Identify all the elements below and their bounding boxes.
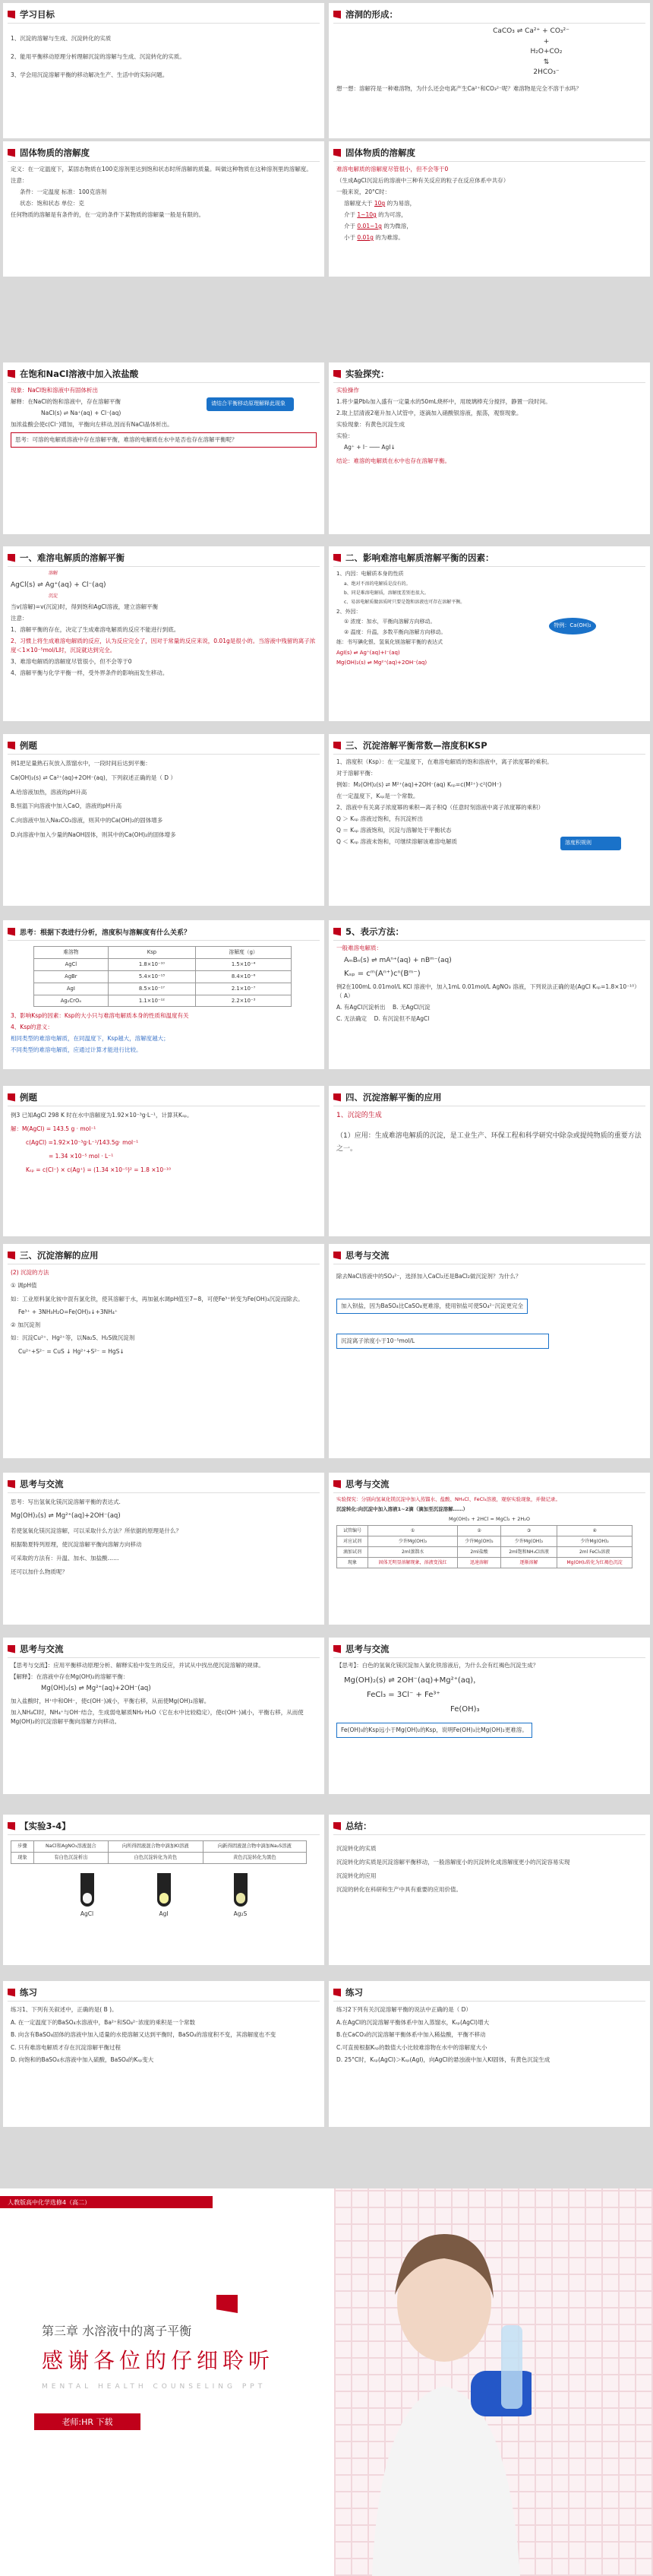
note-label: 注意：	[11, 614, 28, 622]
slide-title: 思考与交流	[345, 1644, 390, 1654]
slide-title: 实验探究：	[345, 369, 390, 379]
flag-icon	[333, 1822, 341, 1831]
slide-title: 练习	[345, 1987, 363, 1998]
slide-title: 学习目标	[20, 9, 55, 20]
solution-line: c(AgCl) =1.92×10⁻³g·L⁻¹/143.5g· mol⁻¹	[26, 1139, 139, 1146]
equation: CaCO₃ ⇌ Ca²⁺ + CO₃²⁻	[493, 27, 569, 35]
experiment-label: 实验：	[336, 432, 354, 439]
option: C. 只有难溶电解质才存在沉淀溶解平衡过程	[11, 2043, 121, 2051]
factor-sub: ① 浓度：加水，平衡向溶解方向移动。	[344, 619, 436, 625]
note-item: 1、溶解平衡的存在，决定了生成难溶电解质的反应不能进行到底。	[11, 625, 180, 633]
solubility-row: 介于 0.01~1g 的为微溶，	[344, 223, 412, 229]
note-text: （生成AgCl沉淀后的溶液中三种有关反应的粒子在反应体系中共存）	[336, 177, 509, 184]
application-text: （1）应用：生成难溶电解质的沉淀，是工业生产、环保工程和科学研究中除杂或提纯物质的重要方法之一。	[336, 1132, 642, 1154]
flag-icon	[333, 1989, 341, 1997]
slide-title: 思考与交流	[20, 1479, 64, 1489]
explain-text: 加入NH₄Cl时，NH₄⁺与OH⁻结合，生成弱电解质NH₃·H₂O（它在水中比较稳定），使c(OH⁻)减小，平衡右移，从而使Mg(OH)₂的沉淀溶解平衡向溶解方向移动。	[11, 1708, 304, 1725]
note-item: 2、习惯上将生成难溶电解质的反应，认为反应完全了，因对于常量的反应来说，0.01g是很小的。当溶液中残留的离子浓度＜1×10⁻⁵mol/L时，沉淀就达到完全。	[11, 637, 316, 653]
equation: Fe³⁺ + 3NH₃H₂O=Fe(OH)₃↓+3NH₄⁺	[18, 1308, 118, 1315]
flag-icon	[8, 1480, 15, 1489]
slide-title: 例题	[20, 1092, 37, 1103]
step-text: 1.将少量PbI₂加入盛有一定量水的50mL烧杯中，用玻璃棒充分搅拌，静置一段时间。	[336, 398, 551, 405]
rule-row: Q ＝ Kₛₚ 溶液饱和，沉淀与溶解处于平衡状态	[336, 827, 452, 834]
flag-icon	[8, 554, 15, 562]
slide-think-3	[329, 1473, 650, 1625]
slide-example-3	[3, 1086, 324, 1236]
slide-example-1	[3, 734, 324, 906]
rule-row: Q ＜ Kₛₚ 溶液未饱和，可继续溶解该难溶电解质	[336, 838, 457, 845]
note-item: 3、难溶电解质的溶解度尽管很小，但不会等于0	[11, 657, 132, 665]
slide-exercise-2	[329, 1981, 650, 2127]
slide-title: 思考与交流	[20, 1644, 64, 1654]
slide-title: 二、影响难溶电解质溶解平衡的因素：	[345, 552, 494, 563]
equation: FeCl₃ = 3Cl⁻ + Fe³⁺	[367, 1691, 440, 1699]
slide-title: 思考与交流	[345, 1250, 390, 1261]
flag-icon	[8, 370, 15, 378]
test-tube-ag2s: Ag₂S	[234, 1873, 248, 1921]
equation: Mg(OH)₂(s) ⇌ Mg²⁺(aq)+2OH⁻(aq)	[336, 660, 427, 666]
option: D. 向饱和的BaSO₄水溶液中加入硫酸，BaSO₄的Kₛₚ变大	[11, 2056, 154, 2063]
text-line: 相同类型的难溶电解质，在同温度下，Ksp越大，溶解度越大；	[11, 1035, 169, 1043]
callout: 请结合平衡移动原理解释此现象	[207, 397, 294, 411]
teacher-label: 老师:HR 下载	[34, 2413, 140, 2430]
equation: 2HCO₃⁻	[533, 68, 560, 76]
equation: Kₛₚ = cᵐ(Aⁿ⁺)cⁿ(Bᵐ⁻)	[344, 970, 421, 979]
equation: +	[543, 37, 550, 46]
exercise-text: 练：书写碘化银、氢氧化镁溶解平衡的表达式	[336, 639, 443, 645]
slide-title: 固体物质的溶解度	[345, 147, 415, 158]
question-text: 还可以加什么物质呢？	[11, 1568, 68, 1575]
text-line: 不同类型的难溶电解质，应通过计算才能进行比较。	[11, 1046, 142, 1054]
definition-text: 1、溶度积（Ksp）：在一定温度下，在难溶电解质的饱和溶液中，离子浓度幂的乘积。	[336, 758, 553, 765]
summary-item: 沉淀转化的实质是沉淀溶解平衡移动，一般溶解度小的沉淀转化成溶解度更小的沉淀容易实现	[336, 1859, 570, 1866]
slide-application	[329, 1086, 650, 1236]
solubility-row: 介于 1~10g 的为可溶，	[344, 211, 407, 218]
equation: AgCl(s) ⇌ Ag⁺(aq) + Cl⁻(aq)	[11, 581, 106, 589]
equation: Cu²⁺+S²⁻ = CuS ↓ Hg²⁺+S²⁻ = HgS↓	[18, 1347, 125, 1355]
answer-box: 沉淀离子浓度小于10⁻⁵mol/L	[336, 1334, 549, 1349]
option: D.向溶液中加入少量的NaOH固体，则其中的Ca(OH)₂的固体增多	[11, 831, 176, 838]
slide-karst-cave	[329, 3, 650, 138]
definition-text: 定义：在一定温度下，某固态物质在100克溶剂里达到饱和状态时所溶解的质量。叫做这种物质在这种溶剂里的溶解度。	[11, 166, 312, 172]
slide-title: 三、沉淀溶解的应用	[20, 1250, 99, 1261]
question-text: 思考：写出氢氧化镁沉淀溶解平衡的表达式.	[11, 1498, 121, 1505]
flag-icon	[8, 11, 15, 19]
flag-icon	[8, 1822, 15, 1831]
slide-nacl-experiment	[3, 362, 324, 534]
phenomenon-text: 实验现象：有黄色沉淀生成	[336, 421, 405, 428]
experiment-table: 试管编号 ① ② ③ ④ 对应试剂 少许Mg(OH)₂ 少许Mg(OH)₂ 少许Mg(OH)₂ 少许Mg(OH)₂ 滴加试剂 2ml蒸馏水 2ml盐酸 2ml饱和NH₄Cl溶液 2ml FeCl₃溶液 现象 固体无明显溶解现象，溶液变浅红 迅速溶解 逐渐溶解 Mg(OH)₂转化为红褐色沉淀	[336, 1525, 632, 1568]
slide-title: 在饱和NaCl溶液中加入浓盐酸	[20, 369, 139, 379]
answer-text: 根据勒夏特列原理，使沉淀溶解平衡向溶解方向移动	[11, 1541, 142, 1548]
callout: 特例：Ca(OH)₂	[549, 618, 596, 635]
intro-text: 一般来说，20°C时：	[336, 188, 391, 195]
option: C.向溶液中加入Na₂CO₃溶液，则其中的Ca(OH)₂的固体增多	[11, 817, 163, 824]
equation: Fe(OH)₃	[450, 1705, 480, 1714]
slide-title: 四、沉淀溶解平衡的应用	[345, 1092, 442, 1103]
solution-line: Kₛₚ = c(Cl⁻) × c(Ag⁺) = (1.34 ×10⁻⁵)² = 1.8 ×10⁻¹⁰	[26, 1166, 172, 1173]
question-equation: Ca(OH)₂(s) ⇌ Ca²⁺(aq)+2OH⁻(aq)，下列叙述正确的是（ D ）	[11, 774, 176, 781]
slide-title: 练习	[20, 1987, 37, 1998]
question-box: 思考：可溶的电解质溶液中存在溶解平衡，难溶的电解质在水中是否也存在溶解平衡呢？	[11, 432, 317, 448]
text-line: 沉淀转化:向沉淀中加入溶液1~2滴（滴加至沉淀溶解……）	[336, 1505, 468, 1512]
step-text: 2.取上层清液2毫升加入试管中，逐滴加入硝酸银溶液，振荡，观察现象。	[336, 410, 522, 416]
phenomenon-text: 现象：NaCl饱和溶液中有固体析出	[11, 387, 99, 394]
question-text: 练习2下列有关沉淀溶解平衡的说法中正确的是（ D）	[336, 2006, 472, 2013]
slide-title: 5、表示方法：	[345, 926, 405, 937]
note-item: 4、溶解平衡与化学平衡一样，受外界条件的影响而发生移动。	[11, 669, 169, 676]
question-text: 【思考】：白色的氢氧化镁沉淀加入氯化铁溶液后，为什么会有红褐色沉淀生成？	[336, 1662, 539, 1669]
explain-text: 【解释】：在溶液中存在Mg(OH)₂的溶解平衡：	[11, 1673, 129, 1680]
highlight-text: 难溶电解质的溶解度尽管很小，但不会等于0	[336, 166, 449, 172]
equation: NaCl(s) ⇌ Na⁺(aq) + Cl⁻(aq)	[41, 410, 121, 416]
slide-ksp	[329, 734, 650, 906]
test-tube-agi: AgI	[157, 1873, 171, 1921]
slide-factors	[329, 546, 650, 721]
note-label: 注意：	[11, 177, 28, 184]
equation: Mg(OH)₂(s) ⇌ Mg²⁺(aq)+2OH⁻(aq)	[41, 1685, 151, 1692]
explain-text: 加浓盐酸会使c(Cl⁻)增加，平衡向左移动,因而有NaCl晶体析出。	[11, 421, 173, 428]
section-label: 实验操作	[336, 387, 359, 394]
equation: AgI(s) ⇌ Ag⁺(aq)+I⁻(aq)	[336, 649, 400, 656]
slide-think-2	[3, 1473, 324, 1625]
solution-line: 解：M(AgCl) = 143.5 g · mol⁻¹	[11, 1125, 96, 1132]
goal-item: 1、沉淀的溶解与生成、沉淀转化的实质	[11, 35, 112, 42]
flag-icon	[8, 1093, 15, 1102]
goal-item: 2、能用平衡移动原理分析理解沉淀的溶解与生成、沉淀转化的实质。	[11, 53, 185, 60]
text-line: 4、Ksp的意义：	[11, 1024, 53, 1031]
experiment-table: 步骤 NaCl和AgNO₃溶液混合 向所得固液混合物中滴加KI溶液 向新得固液混合物中滴加Na₂S溶液 现象 有白色沉淀析出 白色沉淀转化为黄色 黄色沉淀转化为黑色	[11, 1840, 307, 1864]
summary-item: 沉淀的转化在科研和生产中具有重要的应用价值。	[336, 1886, 462, 1893]
answer-box: 加入钡盐，因为BaSO₄比CaSO₄更难溶，使用钡盐可使SO₄²⁻沉淀更完全	[336, 1299, 528, 1314]
option: B. 向含有BaSO₄固体的溶液中加入适量的水使溶解又达到平衡时，BaSO₄的溶度积不变，其溶解度也不变	[11, 2031, 276, 2038]
equation: ⇅	[543, 58, 550, 66]
question-text: 【思考与交流】：应用平衡移动原理分析、解释实验中发生的反应，并试从中找出使沉淀溶解的规律。	[11, 1662, 264, 1669]
section-label: 1、沉淀的生成	[336, 1112, 382, 1119]
slide-learning-goals	[3, 3, 324, 138]
explain-text: 解释：在NaCl的饱和溶液中，存在溶解平衡	[11, 398, 121, 405]
slide-thanks	[0, 2188, 653, 2576]
slide-precipitation-methods	[3, 1244, 324, 1458]
test-tube-agcl: AgCl	[80, 1873, 94, 1921]
option: A.给溶液加热，溶液的pH升高	[11, 788, 87, 796]
option: B.在CaCO₃的沉淀溶解平衡体系中加入稀盐酸，平衡不移动	[336, 2031, 486, 2038]
equation: Mg(OH)₂(s) ⇌ Mg²⁺(aq)+2OH⁻(aq)	[11, 1512, 121, 1520]
slide-solubility-1	[3, 141, 324, 277]
slide-experiment-3-4	[3, 1815, 324, 1965]
thanks-title: 感谢各位的仔细聆听	[42, 2348, 275, 2373]
flag-icon	[333, 928, 341, 936]
equilibrium-text: 当v(溶解)=v(沉淀)时，得到饱和AgCl溶液，建立溶解平衡	[11, 603, 159, 610]
summary-item: 沉淀转化的实质	[336, 1845, 377, 1852]
chapter-title: 第三章 水溶液中的离子平衡	[42, 2324, 192, 2338]
text-line: 实验探究：分别向氢氧化镁沉淀中加入蒸馏水、盐酸、NH₄Cl、FeCl₃溶液，观察实验现象，并做记录。	[336, 1496, 561, 1502]
question-text: 除去NaCl溶液中的SO₄²⁻，选择加入CaCl₂还是BaCl₂做沉淀剂？为什么？	[336, 1273, 522, 1280]
flag-icon	[333, 370, 341, 378]
slide-title: 【实验3-4】	[20, 1821, 71, 1831]
arrow-label: 沉淀	[49, 593, 58, 599]
text-line: 对于溶解平衡：	[336, 770, 377, 777]
factor-sub: b、同是难溶电解质，溶解度差别也很大。	[344, 590, 429, 596]
flag-icon	[8, 149, 15, 157]
equation: Mg(OH)₂(s) ⇌ 2OH⁻(aq)+Mg²⁺(aq)，	[344, 1676, 481, 1685]
slide-expression	[329, 920, 650, 1069]
flag-icon	[333, 149, 341, 157]
slide-dissolution-equilibrium	[3, 546, 324, 721]
slide-title: 三、沉淀溶解平衡常数—溶度积KSP	[345, 740, 487, 751]
flag-icon	[216, 2295, 238, 2313]
text-line: 一般难溶电解质：	[336, 945, 382, 951]
text-line: 在一定温度下，Kₛₚ是一个常数。	[336, 793, 419, 799]
flag-icon	[333, 1480, 341, 1489]
flag-icon	[8, 1645, 15, 1654]
method-title: ② 加沉淀剂	[11, 1321, 41, 1328]
flag-icon	[8, 928, 15, 936]
slide-experiment-explore	[329, 362, 650, 534]
solution-line: = 1.34 ×10⁻⁵ mol · L⁻¹	[49, 1153, 114, 1160]
question-text: 练习1、下列有关叙述中，正确的是( B )。	[11, 2006, 118, 2013]
question-text: 若使氢氧化镁沉淀溶解，可以采取什么方法？所依据的原理是什么？	[11, 1527, 181, 1534]
tip-text: 任何物质的溶解是有条件的，在一定的条件下某物质的溶解量一般是有限的。	[11, 211, 204, 218]
flag-icon	[333, 1093, 341, 1102]
factor-text: 2、外因：	[336, 608, 361, 615]
method-text: 如：沉淀Cu²⁺、Hg²⁺等，以Na₂S、H₂S做沉淀剂	[11, 1334, 135, 1342]
slide-title: 例题	[20, 740, 37, 751]
option: A. 在一定温度下的BaSO₄水溶液中，Ba²⁺和SO₄²⁻浓度的乘积是一个常数	[11, 2018, 196, 2026]
slide-title: 溶洞的形成：	[345, 9, 398, 20]
callout: 溶度积规则	[560, 837, 621, 850]
equation: Mg(OH)₂ + 2HCl = MgCl₂ + 2H₂O	[449, 1515, 530, 1522]
answer-box: Fe(OH)₃的Ksp远小于Mg(OH)₂的Ksp，说明Fe(OH)₃比Mg(OH)₂更难溶。	[336, 1723, 532, 1738]
equation: H₂O+CO₂	[530, 48, 563, 55]
slide-ksp-table	[3, 920, 324, 1069]
option-row: A. 有AgCl沉淀析出 B. 无AgCl沉淀	[336, 1004, 431, 1011]
solubility-row: 小于 0.01g 的为难溶。	[344, 234, 404, 241]
subtitle-en: MENTAL HEALTH COUNSELING PPT	[42, 2383, 267, 2391]
slide-think-1	[329, 1244, 650, 1458]
condition-text: 条件：一定温度 标准：100克溶剂	[20, 188, 107, 195]
flag-icon	[333, 11, 341, 19]
flag-icon	[8, 1989, 15, 1997]
equation: AₘBₙ(s) ⇌ mAⁿ⁺(aq) + nBᵐ⁻(aq)	[344, 957, 452, 964]
option: C.可直接根据Kₛₚ的数值大小比较难溶物在水中的溶解度大小	[336, 2043, 487, 2051]
question-text: 例3 已知AgCl 298 K 时在水中溶解度为1.92×10⁻³g·L⁻¹，计算其Kₛₚ。	[11, 1112, 193, 1119]
flag-icon	[333, 1645, 341, 1654]
factor-sub: a、绝对不溶的电解质是没有的。	[344, 581, 411, 587]
flag-icon	[333, 554, 341, 562]
option: B.恒温下向溶液中加入CaO，溶液的pH升高	[11, 802, 122, 810]
slide-exercise-1	[3, 1981, 324, 2127]
option: A.在AgCl的沉淀溶解平衡体系中加入蒸馏水，Kₛₚ(AgCl)增大	[336, 2018, 490, 2026]
text-line: 3、影响Ksp的因素：Ksp的大小只与难溶电解质本身的性质和温度有关	[11, 1012, 189, 1020]
section-label: (2) 沉淀的方法	[11, 1269, 49, 1276]
slide-solubility-2	[329, 141, 650, 277]
text-line: 2、溶液中有关离子浓度幂的乘积—离子积Q（任意时刻溶液中离子浓度幂的乘积）	[336, 804, 544, 811]
slide-think-4	[3, 1638, 324, 1794]
flag-icon	[333, 1252, 341, 1260]
method-text: 如：工业原料氯化铵中混有氯化铁，使其溶解于水，再加氨水调pH值至7~8，可使Fe³⁺转变为Fe(OH)₃沉淀而除去。	[11, 1295, 304, 1302]
summary-item: 沉淀转化的应用	[336, 1872, 377, 1879]
slide-summary	[329, 1815, 650, 1965]
answer-text: 可采取的方法有：升温、加水、加盐酸……	[11, 1555, 119, 1562]
rule-row: Q ＞ Kₛₚ 溶液过饱和，有沉淀析出	[336, 815, 423, 822]
equation: Ag⁺ + I⁻ ─── AgI↓	[344, 444, 396, 451]
equation: 例如：M₂(OH)₂(s) ⇌ M²⁺(aq)+2OH⁻(aq) Kₛₚ=c(M²⁺)·c²(OH⁻)	[336, 781, 502, 788]
question-text: 例1把足量熟石灰放入蒸馏水中，一段时间后达到平衡：	[11, 760, 151, 767]
question-text: 例2在100mL 0.01mol/L KCl 溶液中，加入1mL 0.01mol/L AgNO₃ 溶液，下列说法正确的是(AgCl Kₛₚ=1.8×10⁻¹⁰）（ A）	[336, 983, 640, 1000]
course-bar: 人教版高中化学选修4（高二）	[0, 2196, 213, 2208]
solubility-row: 溶解度大于 10g 的为易溶，	[344, 200, 416, 207]
option-row: C. 无法确定 D. 有沉淀但不是AgCl	[336, 1015, 430, 1023]
condition-text: 状态：饱和状态 单位：克	[20, 200, 84, 207]
slide-title: 思考与交流	[345, 1479, 390, 1489]
goal-item: 3、学会用沉淀溶解平衡的移动解决生产、生活中的实际问题。	[11, 71, 169, 78]
explain-text: 加入盐酸时，H⁺中和OH⁻，使c(OH⁻)减小，平衡右移，从而使Mg(OH)₂溶解。	[11, 1697, 210, 1704]
factor-sub: ② 温度：升温，多数平衡向溶解方向移动。	[344, 628, 446, 635]
question-text: 想一想：溶解符是一种难溶物，为什么还会电离产生Ca²⁺和CO₃²⁻呢？难溶物是完全不溶于水吗？	[336, 84, 582, 92]
flag-icon	[8, 1252, 15, 1260]
method-title: ① 调pH值	[11, 1282, 37, 1290]
scientist-illustration	[357, 2211, 532, 2576]
slide-title: 一、难溶电解质的溶解平衡	[20, 552, 125, 563]
slide-title: 总结：	[345, 1821, 372, 1831]
arrow-label: 溶解	[49, 571, 58, 576]
factor-sub: c、易溶电解质做溶质时只要是饱和溶液也可存在溶解平衡。	[344, 599, 465, 605]
slide-title: 思考：根据下表进行分析，溶度积与溶解度有什么关系？	[20, 929, 191, 937]
ksp-table: 难溶物 Ksp 溶解度（g） AgCl 1.8×10⁻¹⁰ 1.5×10⁻⁴ AgBr 5.4×10⁻¹³ 8.4×10⁻⁶ AgI 8.5×10⁻¹⁷ 2.1×10⁻⁷ Ag₂CrO₄ 1.1×10⁻¹² 2.2×10⁻³	[33, 946, 292, 1007]
option: D. 25°C时，Kₛₚ(AgCl)＞Kₛₚ(AgI)，向AgCl的悬浊液中加入KI固体，有黄色沉淀生成	[336, 2056, 550, 2063]
flag-icon	[333, 742, 341, 750]
factor-text: 1、内因：电解质本身的性质	[336, 571, 404, 577]
slide-think-5	[329, 1638, 650, 1794]
slide-title: 固体物质的溶解度	[20, 147, 90, 158]
conclusion-text: 结论：难溶的电解质在水中也存在溶解平衡。	[336, 457, 450, 464]
flag-icon	[8, 742, 15, 750]
